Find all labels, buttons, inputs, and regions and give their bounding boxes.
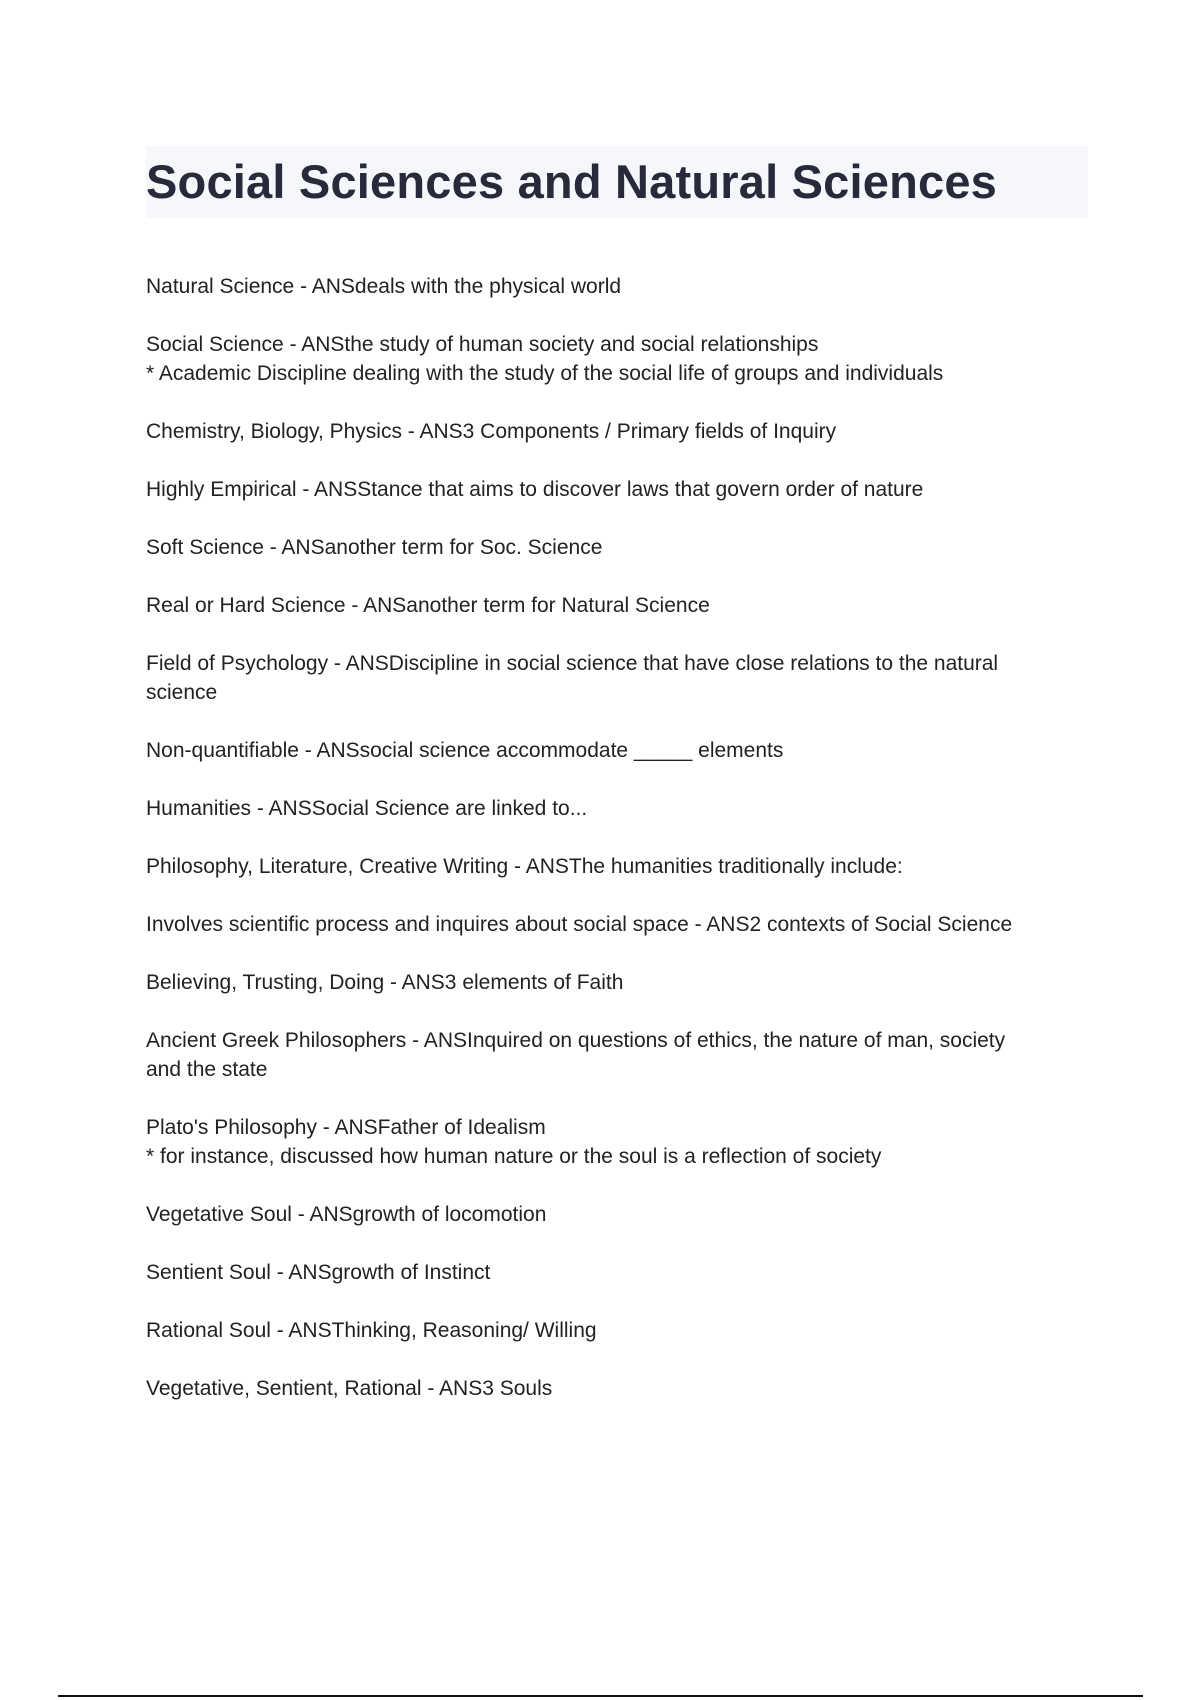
list-item xyxy=(146,272,1086,301)
entry-continuation: science xyxy=(146,681,218,704)
entry-text: Non-quantifiable - ANSsocial science accommodate _____ elements xyxy=(146,739,784,762)
page-divider xyxy=(58,1695,1143,1697)
list-item xyxy=(146,330,1086,388)
entry-note: * for instance, discussed how human nature or the soul is a reflection of society xyxy=(146,1145,882,1168)
list-item xyxy=(146,1026,1086,1084)
page-title: Social Sciences and Natural Sciences xyxy=(146,155,997,208)
list-item xyxy=(146,591,1086,620)
list-item xyxy=(146,852,1086,881)
list-item xyxy=(146,649,1086,707)
list-item xyxy=(146,968,1086,997)
entry-note: * Academic Discipline dealing with the study of the social life of groups and individuals xyxy=(146,362,944,385)
list-item xyxy=(146,1200,1086,1229)
entry-text: Social Science - ANSthe study of human society and social relationships xyxy=(146,333,819,356)
entry-text: Natural Science - ANSdeals with the physical world xyxy=(146,275,622,298)
flashcard-list xyxy=(146,272,1086,1432)
list-item xyxy=(146,736,1086,765)
entry-text: Believing, Trusting, Doing - ANS3 elements of Faith xyxy=(146,971,624,994)
title-banner xyxy=(146,146,1088,218)
list-item xyxy=(146,475,1086,504)
entry-text: Vegetative Soul - ANSgrowth of locomotion xyxy=(146,1203,547,1226)
entry-text: Humanities - ANSSocial Science are linked to... xyxy=(146,797,588,820)
entry-continuation: and the state xyxy=(146,1058,268,1081)
entry-text: Vegetative, Sentient, Rational - ANS3 Souls xyxy=(146,1377,553,1400)
list-item xyxy=(146,910,1086,939)
entry-text: Highly Empirical - ANSStance that aims to discover laws that govern order of nature xyxy=(146,478,924,501)
list-item xyxy=(146,1374,1086,1403)
list-item xyxy=(146,533,1086,562)
entry-text: Philosophy, Literature, Creative Writing - ANSThe humanities traditionally include: xyxy=(146,855,903,878)
list-item xyxy=(146,1258,1086,1287)
list-item xyxy=(146,794,1086,823)
entry-text: Ancient Greek Philosophers - ANSInquired on questions of ethics, the nature of man, society xyxy=(146,1029,1006,1052)
entry-text: Involves scientific process and inquires about social space - ANS2 contexts of Social Science xyxy=(146,913,1013,936)
entry-text: Real or Hard Science - ANSanother term for Natural Science xyxy=(146,594,710,617)
list-item xyxy=(146,417,1086,446)
entry-text: Chemistry, Biology, Physics - ANS3 Components / Primary fields of Inquiry xyxy=(146,420,837,443)
entry-text: Soft Science - ANSanother term for Soc. Science xyxy=(146,536,603,559)
entry-text: Sentient Soul - ANSgrowth of Instinct xyxy=(146,1261,491,1284)
entry-text: Rational Soul - ANSThinking, Reasoning/ Willing xyxy=(146,1319,597,1342)
entry-text: Field of Psychology - ANSDiscipline in social science that have close relations to the natural xyxy=(146,652,999,675)
entry-text: Plato's Philosophy - ANSFather of Idealism xyxy=(146,1116,546,1139)
list-item xyxy=(146,1316,1086,1345)
list-item xyxy=(146,1113,1086,1171)
